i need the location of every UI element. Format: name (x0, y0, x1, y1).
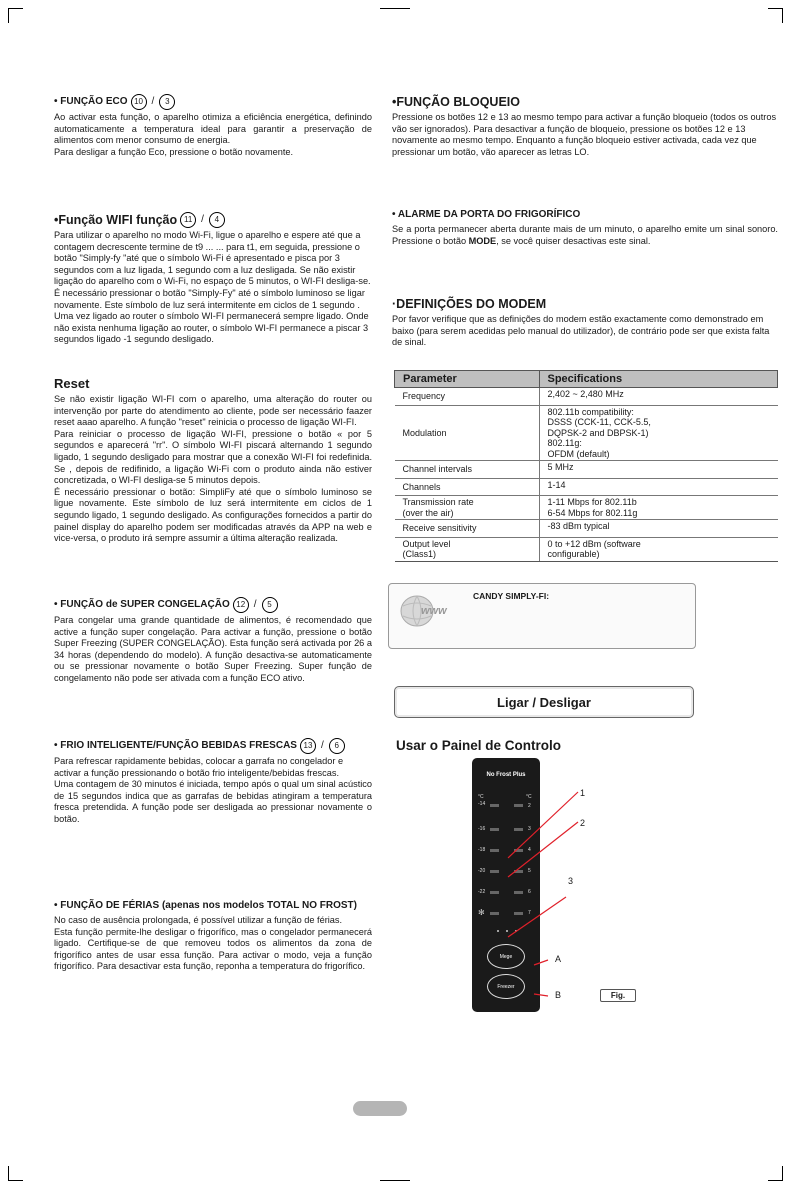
spec-parameter-cell: Frequency (395, 388, 540, 406)
temp-right-6: 7 (528, 910, 531, 916)
wifi-title: •Função WIFI função (54, 213, 178, 227)
wifi-button-number-2: 4 (209, 212, 225, 228)
led-left-2 (490, 828, 499, 831)
temp-left-3: -18 (478, 847, 486, 853)
spec-parameter-cell: Transmission rate (over the air) (395, 496, 540, 520)
unit-right: °C (526, 794, 532, 800)
smart-cool-text-1: Para refrescar rapidamente bebidas, colocar a garrafa no congelador e activar a função pressionando o botão frio inteligente/bebidas frescas. (54, 756, 344, 778)
candy-simply-fi-title: CANDY SIMPLY-FI: (473, 591, 550, 601)
eco-title: • FUNÇÃO ECO (54, 96, 128, 107)
lock-description: Pressione os botões 12 e 13 ao mesmo tempo para activar a função bloqueio (todos os outros vão ser ignorados). Para desactivar a função de bloqueio, pressione os botões 12 e 13 novamente ao mesmo tempo. Enquanto a função bloqueio estiver activada, cada vez que pressionar um botão, vão aparecer as letras LO. (392, 112, 777, 157)
spec-value-cell: 5 MHz (539, 461, 778, 479)
spec-table-row (395, 537, 778, 561)
lock-title: •FUNÇÃO BLOQUEIO (392, 95, 520, 109)
callout-a: A (555, 954, 562, 964)
control-panel-title: Usar o Painel de Controlo (396, 738, 562, 753)
callout-2: 2 (580, 818, 586, 828)
temp-right-5: 6 (528, 889, 531, 895)
super-button-number-1: 12 (233, 597, 249, 613)
callout-3: 3 (568, 876, 574, 886)
holiday-text-2: Esta função permite-lhe desligar o frigorífico, mas o congelador permanecerá ligado. Certifique-se de que removeu todos os alimentos da zona de frigorífico antes de usar essa função. Para activar o modo, veja a função frigorífico. Para desactivar esta função, reponha a temperatura do frigorífico. (54, 926, 372, 972)
spec-parameter-cell: Channels (395, 478, 540, 496)
super-button-number-2: 5 (262, 597, 278, 613)
led-left-6 (490, 912, 499, 915)
panel-button-b[interactable]: Freezer (487, 974, 525, 999)
holiday-section (54, 899, 372, 973)
crop-mark-top-left (8, 8, 23, 23)
spec-table-row (395, 405, 778, 461)
slash: / (151, 96, 155, 107)
figure-label: Fig. (600, 989, 636, 1002)
spec-value-cell: 2,402 ~ 2,480 MHz (539, 388, 778, 406)
callout-b: B (555, 990, 562, 1000)
temp-left-4: -20 (478, 868, 486, 874)
wifi-description: Para utilizar o aparelho no modo Wi-Fi, ligue o aparelho e espere até que a contagem decrescente termine de t9 ... ... para t1, em seguida, pressione o botão "Simply-fy "até que o símbolo Wi-Fi é apresentado e pisca por 3 segundos com a luz ligada, 1 segundo com a luz desligada. Se não existir ligação do aparelho com o Wi-Fi, no espaço de 5 minutos, o WI-FI desliga-se. É necessário pressionar o botão "Simply-Fy" até o símbolo luminoso se ligar novamente. Este símbolo de luz será intermitente em ciclos de 1 segundo . Uma vez ligado ao router o símbolo WI-FI permanecerá sempre ligado. Onde não exista nenhuma ligação ao router, o símbolo WI-FI permanece a piscar 3 segundos ligado -1 segundo desligado. (54, 230, 371, 345)
eco-description: Ao activar esta função, o aparelho otimiza a eficiência energética, definindo automaticamente a temperatura ideal para garantir a preservação de alimentos com menor consumo de energia. (54, 112, 372, 146)
spec-value-cell: 1-11 Mbps for 802.11b 6-54 Mbps for 802.11g (539, 496, 778, 520)
ligar-desligar-label: Ligar / Desligar (394, 686, 694, 718)
crop-mark-bottom-left (8, 1166, 23, 1181)
spec-value-cell: -83 dBm typical (539, 520, 778, 538)
modem-description: Por favor verifique que as definições do modem estão exactamente como demonstrado em baixo (para serem acedidas pelo manual do utilizador), de contrário pode ser que exista falta de sinal. (392, 314, 770, 348)
eco-disable-text: Para desligar a função Eco, pressione o botão novamente. (54, 146, 294, 157)
temp-right-4: 5 (528, 868, 531, 874)
holiday-text-1: No caso de ausência prolongada, é possível utilizar a função de férias. (54, 915, 343, 925)
modem-spec-table (394, 370, 778, 562)
super-freeze-description: Para congelar uma grande quantidade de alimentos, é recomendado que active a função super congelação. Para activar a função, pressione o botão Super Freezing (SUPER CONGELAÇÃO). Esta função será activada por 26 a 34 horas (dependendo do modelo). A função desactiva-se automaticamente ou se pressionar novamente o botão Super Freezing. Super função de congelamento não pode ser ativada com a função ECO ativo. (54, 615, 372, 683)
spec-parameter-cell: Output level (Class1) (395, 537, 540, 561)
super-freeze-section (54, 597, 372, 685)
holiday-title: • FUNÇÃO DE FÉRIAS (apenas nos modelos TOTAL NO FROST) (54, 900, 357, 911)
spec-value-cell: 802.11b compatibility: DSSS (CCK-11, CCK-5.5, DQPSK-2 and DBPSK-1) 802.11g: OFDM (default) (539, 405, 778, 461)
svg-text:www: www (421, 605, 447, 617)
candy-simply-fi-box (388, 583, 696, 649)
spec-table-row (395, 388, 778, 406)
temp-right-2: 3 (528, 826, 531, 832)
reset-title: Reset (54, 376, 90, 391)
led-left-4 (490, 870, 499, 873)
door-alarm-title: • ALARME DA PORTA DO FRIGORÍFICO (392, 209, 581, 220)
reset-text-1: Se não existir ligação WI-FI com o aparelho, uma alteração do router ou intervenção por parte do atendimento ao cliente, pode ser necessário faazer reset aaao aparelho. A função "reset" reinicia o processo de ligação WI-FI. (54, 394, 372, 428)
temp-left-1: -14 (478, 801, 486, 807)
smart-cool-section (54, 738, 372, 826)
crop-mark-top-right (768, 8, 783, 23)
wifi-heading (54, 212, 372, 228)
globe-www-icon (397, 594, 461, 628)
temp-left-5: -22 (478, 889, 486, 895)
smart-cool-text-2: Uma contagem de 30 minutos é iniciada, tempo após o qual um sinal acústico de 15 segundos indica que as garrafas de bebidas atingiram a temperatura fresca pretendida. A função pode ser desligada ao pressionar novamente o botão. (54, 779, 372, 824)
indicator-dot (497, 930, 499, 932)
panel-button-a[interactable]: Mege (487, 944, 525, 969)
unit-left: °C (478, 794, 484, 800)
temp-right-3: 4 (528, 847, 531, 853)
smart-cool-title: • FRIO INTELIGENTE/FUNÇÃO BEBIDAS FRESCAS (54, 740, 297, 751)
led-left-3 (490, 849, 499, 852)
snowflake-icon: ✻ (478, 908, 485, 917)
temp-left-2: -16 (478, 826, 486, 832)
spec-table-row (395, 496, 778, 520)
panel-brand: No Frost Plus (486, 772, 526, 778)
reset-text-2: Para reiniciar o processo de ligação WI-FI, pressione o botão « por 5 segundos e aparecerá "rr". O símbolo WI-FI piscará alternando 1 segundo ligado, 1 segundo desligado para mostrar que a conexão WI-FI foi redefinida. Se , depois de redifinido, a ligação Wi-Fi com o produto ainda não estiver concretizada, o WI-FI desliga-se 5 minutos depois. (54, 428, 372, 486)
spec-table-row (395, 461, 778, 479)
eco-button-number-1: 10 (131, 94, 147, 110)
spec-table-row (395, 520, 778, 538)
reset-section (54, 376, 372, 545)
callout-lines (500, 785, 590, 1015)
led-left-5 (490, 891, 499, 894)
frio-button-number-2: 6 (329, 738, 345, 754)
door-alarm-section (392, 208, 778, 247)
lock-section (392, 94, 778, 158)
eco-section (54, 94, 372, 158)
slash: / (253, 599, 257, 610)
crop-mark-bottom-right (768, 1166, 783, 1181)
smart-cool-heading (54, 738, 372, 754)
slash: / (201, 214, 204, 225)
spec-value-cell: 1-14 (539, 478, 778, 496)
door-alarm-description: Se a porta permanecer aberta durante mais de um minuto, o aparelho emite um sinal sonoro. Pressione o botão MODE, se você quiser desactivas este sinal. (392, 224, 778, 246)
page-number-pill (353, 1101, 407, 1116)
modem-title: ·DEFINIÇÕES DO MODEM (392, 297, 547, 311)
temp-right-1: 2 (528, 803, 531, 809)
slash: / (320, 740, 324, 751)
spec-parameter-cell: Modulation (395, 405, 540, 461)
registration-mark-bottom (380, 1180, 410, 1181)
led-left-1 (490, 804, 499, 807)
super-freeze-title: • FUNÇÃO de SUPER CONGELAÇÃO (54, 599, 230, 610)
super-freeze-heading (54, 597, 372, 613)
eco-button-number-2: 3 (159, 94, 175, 110)
wifi-section (54, 212, 372, 346)
spec-table-header (395, 371, 778, 388)
spec-parameter-cell: Channel intervals (395, 461, 540, 479)
registration-mark-top (380, 8, 410, 9)
spec-parameter-cell: Receive sensitivity (395, 520, 540, 538)
spec-header-parameter: Parameter (395, 371, 540, 388)
modem-section (392, 296, 778, 349)
reset-text-3: É necessário pressionar o botão: SimpliFy até que o símbolo luminoso se ligue novamente. Este símbolo de luz será intermitente em ciclos de 1 segundo ligado, 1 segundo desligado. As configurações fornecidos a partir do painel display do aparelho podem ser modificadas através da APP na web e vice-versa, o produto irá sempre assumir a última alteração realizada. (54, 486, 372, 544)
spec-header-specifications: Specifications (539, 371, 778, 388)
wifi-button-number-1: 11 (180, 212, 196, 228)
eco-heading (54, 94, 372, 110)
frio-button-number-1: 13 (300, 738, 316, 754)
spec-table-row (395, 478, 778, 496)
callout-1: 1 (580, 788, 586, 798)
spec-value-cell: 0 to +12 dBm (software configurable) (539, 537, 778, 561)
